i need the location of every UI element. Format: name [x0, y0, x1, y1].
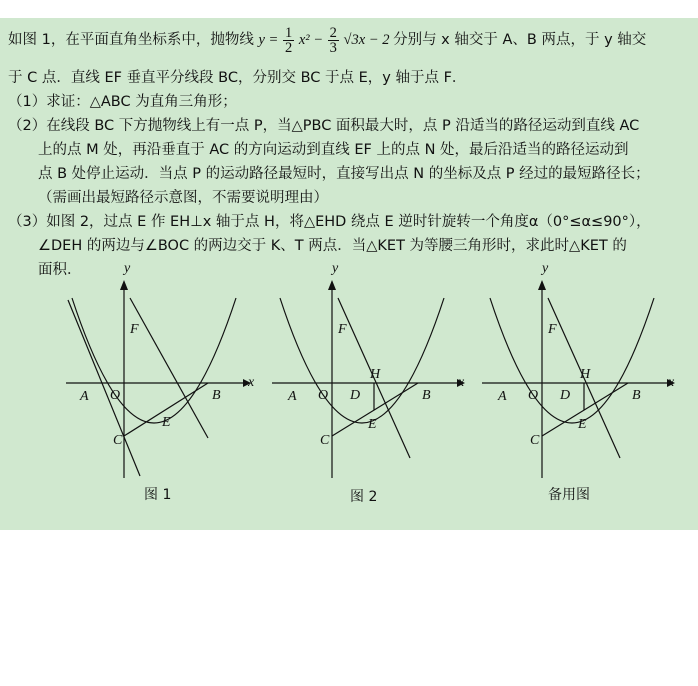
- label-h: H: [580, 367, 591, 382]
- label-c: C: [113, 433, 123, 448]
- figure-2: [272, 258, 472, 478]
- figure-2-caption: 图 2: [350, 489, 378, 505]
- label-y: y: [542, 261, 549, 276]
- label-o: O: [318, 388, 329, 403]
- label-h: H: [370, 367, 381, 382]
- label-b: B: [422, 388, 431, 403]
- parabola: [490, 298, 654, 423]
- top-strip: [0, 0, 698, 18]
- label-f: F: [338, 322, 347, 337]
- figure-backup-caption: 备用图: [548, 487, 590, 503]
- label-a: A: [80, 389, 89, 404]
- question-2-line-3: 点 B 处停止运动．当点 P 的运动路径最短时，直接写出点 N 的坐标及点 P 经过的最短路径长；: [38, 166, 650, 182]
- label-o: O: [528, 388, 539, 403]
- question-3-line-1: （3）如图 2，过点 E 作 EH⊥x 轴于点 H，将△EHD 绕点 E 逆时针旋转一个角度α（0°≤α≤90°），: [8, 214, 651, 230]
- y-axis-arrow-icon: [538, 280, 546, 290]
- label-c: C: [530, 433, 540, 448]
- label-e: E: [368, 417, 377, 432]
- label-b: B: [632, 388, 641, 403]
- label-d: D: [350, 388, 361, 403]
- label-e: E: [162, 415, 171, 430]
- parabola: [280, 298, 444, 423]
- label-a: A: [498, 389, 507, 404]
- figure-1: [58, 258, 258, 478]
- label-y: y: [124, 261, 131, 276]
- problem-line-1: [8, 26, 692, 55]
- label-y: y: [332, 261, 339, 276]
- label-d: D: [560, 388, 571, 403]
- label-e: E: [578, 417, 587, 432]
- intro-text-a: 如图 1，在平面直角坐标系中，抛物线: [8, 31, 254, 48]
- problem-line-2: 于 C 点．直线 EF 垂直平分线段 BC，分别交 BC 于点 E，y 轴于点 F．: [8, 70, 467, 86]
- fraction-two-thirds: $\frac{2}{3}$: [329, 25, 337, 56]
- label-f: F: [130, 322, 139, 337]
- label-x: x: [248, 375, 255, 390]
- question-3-line-3: 面积．: [38, 262, 82, 278]
- label-x: x: [668, 375, 675, 390]
- label-f: F: [548, 322, 557, 337]
- question-2-line-4: （需画出最短路径示意图，不需要说明理由）: [38, 190, 328, 206]
- question-1: （1）求证：△ABC 为直角三角形；: [8, 94, 237, 110]
- parabola: [72, 298, 236, 423]
- question-3-line-2: ∠DEH 的两边与∠BOC 的两边交于 K、T 两点．当△KET 为等腰三角形时，求此时△KET 的: [38, 238, 627, 254]
- label-o: O: [110, 388, 121, 403]
- y-axis-arrow-icon: [120, 280, 128, 290]
- equation: y = $\frac{1}{2}$ x² − $\frac{2}{3}$ √3x − 2: [258, 25, 390, 56]
- intro-text-b: 分别与 x 轴交于 A、B 两点，于 y 轴交: [393, 31, 647, 48]
- label-b: B: [212, 388, 221, 403]
- figure-1-caption: 图 1: [144, 487, 172, 503]
- figure-backup: [482, 258, 682, 478]
- question-2-line-2: 上的点 M 处，再沿垂直于 AC 的方向运动到直线 EF 上的点 N 处，最后沿适当的路径运动到: [38, 142, 629, 158]
- y-axis-arrow-icon: [328, 280, 336, 290]
- label-c: C: [320, 433, 330, 448]
- question-2-line-1: （2）在线段 BC 下方抛物线上有一点 P，当△PBC 面积最大时，点 P 沿适当的路径运动到直线 AC: [8, 118, 640, 134]
- label-x: x: [458, 375, 465, 390]
- label-a: A: [288, 389, 297, 404]
- fraction-half: $\frac{1}{2}$: [284, 25, 293, 56]
